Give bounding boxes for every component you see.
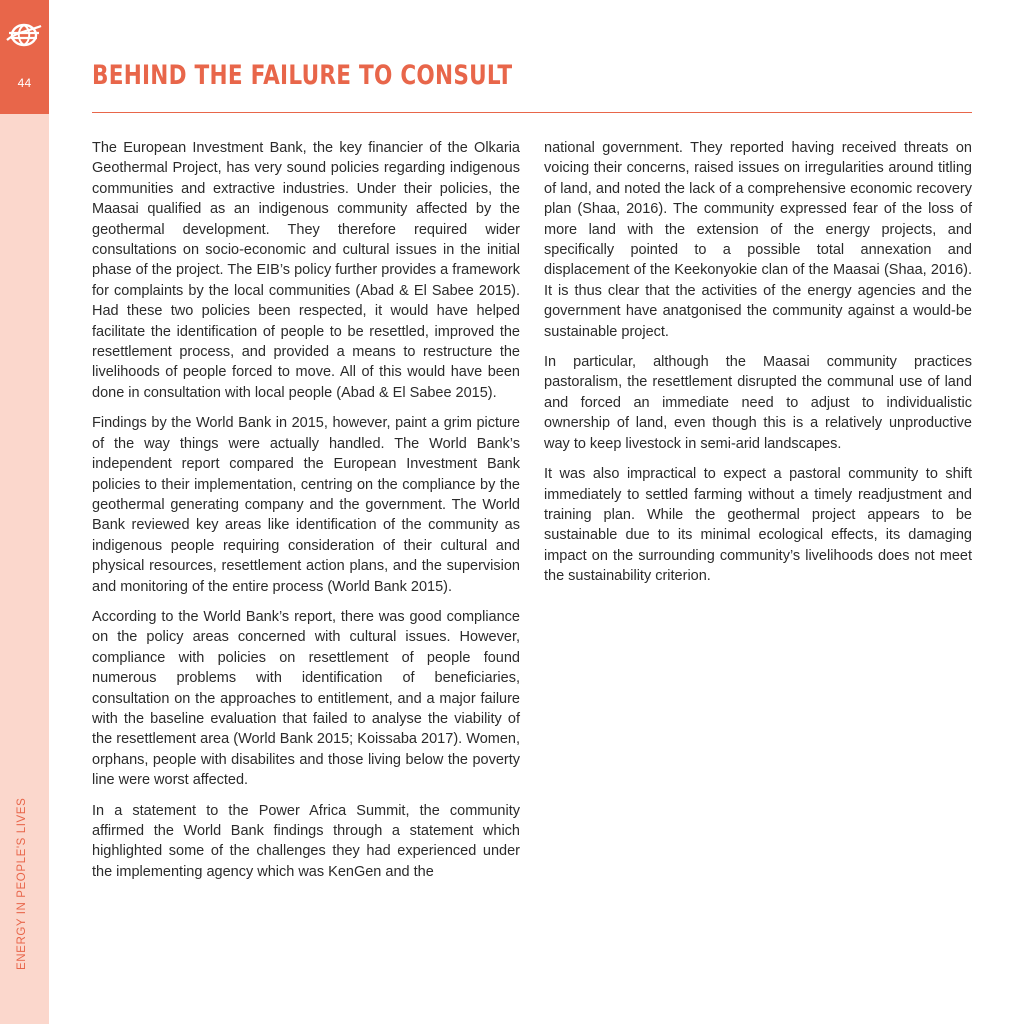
globe-logo-icon [6, 20, 42, 50]
left-text-column [92, 138, 520, 892]
paragraph: It was also impractical to expect a pastoral community to shift immediately to settled farming without a timely readjustment and training plan. While the geothermal project appears to be sustainable due to its minimal ecological effects, its damaging impact on the surrounding community’s livelihoods does not meet the sustainability criterion. [544, 466, 972, 585]
running-title: ENERGY IN PEOPLE'S LIVES [16, 797, 28, 970]
paragraph: The European Investment Bank, the key financier of the Olkaria Geothermal Project, has very sound policies regarding indigenous communities and extractive industries. Under their policies, the Maasai qualified as an indigenous community affected by the geothermal development. They therefore required wider consultations on socio-economic and cultural issues in the initial phase of the project. The EIB’s policy further provides a framework for complaints by the local communities (Abad & El Sabee 2015). Had these two policies been respected, it would have helped facilitate the identification of people to be resettled, improved the resettlement process, and provided a means to restructure the livelihoods of people forced to move. All of this would have been done in consultation with local people (Abad & El Sabee 2015). [92, 140, 520, 401]
paragraph: In a statement to the Power Africa Summit, the community affirmed the World Bank findings through a statement which highlighted some of the challenges they had experienced under the implementing agency which was KenGen and the [92, 802, 520, 880]
side-header-block [0, 0, 49, 114]
paragraph: national government. They reported having received threats on voicing their concerns, raised issues on irregularities around titling of land, and noted the lack of a comprehensive economic recovery plan (Shaa, 2016). The community expressed fear of the loss of more land with the extension of the energy projects, and specifically pointed to a possible total annexation and displacement of the Keekonyokie clan of the Maasai (Shaa, 2016). It is thus clear that the activities of the energy agencies and the government have anatgonised the community against a would-be sustainable project. [544, 140, 972, 340]
paragraph: According to the World Bank’s report, there was good compliance on the policy areas concerned with cultural issues. However, compliance with policies on resettlement of people found numerous problems with identification of beneficiaries, consultation on the approaches to entitlement, and a major failure with the baseline evaluation that failed to analyse the viability of the resettlement area (World Bank 2015; Koissaba 2017). Women, orphans, people with disabilites and those living below the poverty line were worst affected. [92, 608, 520, 789]
paragraph: In particular, although the Maasai community practices pastoralism, the resettlement disrupted the communal use of land and forced an immediate need to adjust to individualistic ownership of land, even though this is a relatively unproductive way to keep livestock in semi-arid landscapes. [544, 354, 972, 452]
title-divider [92, 112, 972, 113]
right-text-column [544, 138, 972, 597]
paragraph: Findings by the World Bank in 2015, however, paint a grim picture of the way things were actually handled. The World Bank’s independent report compared the European Investment Bank policies to their implementation, centring on the compliance by the geothermal generating company and the government. The World Bank reviewed key areas like identification of the community as indigenous people requiring consideration of their cultural and physical resources, resettlement action plans, and the supervision and monitoring of the entire process (World Bank 2015). [92, 415, 520, 595]
page-title: BEHIND THE FAILURE TO CONSULT [92, 60, 513, 91]
page-number: 44 [17, 76, 32, 90]
